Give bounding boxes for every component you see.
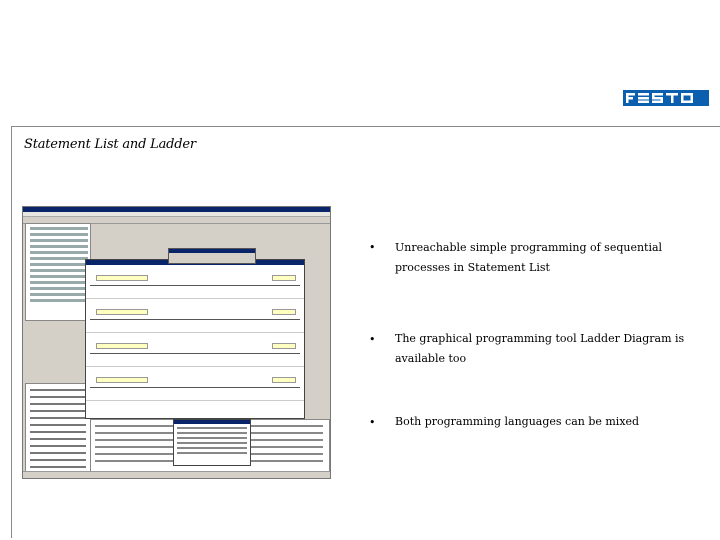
bullet-marker: •: [369, 333, 376, 346]
toolbox-palette: [168, 248, 256, 264]
festo-logo: [623, 90, 709, 106]
project-tree: [25, 223, 91, 321]
header-rule: [11, 126, 720, 127]
ide-screenshot: [22, 206, 331, 479]
message-window: [173, 419, 251, 466]
bullet-marker: •: [369, 416, 376, 429]
ladder-diagram-window: [85, 259, 305, 419]
bullet-text-3: Both programming languages can be mixed: [395, 415, 640, 428]
statement-list-pane: [25, 383, 91, 473]
bullet-text-1: Unreachable simple programming of sequential processes in Statement List: [395, 241, 663, 274]
bullet-marker: •: [369, 241, 376, 254]
side-rule: [11, 126, 12, 538]
slide-title: Statement List and Ladder: [24, 137, 196, 152]
bullet-text-2: The graphical programming tool Ladder Diagram is available too: [395, 332, 685, 365]
